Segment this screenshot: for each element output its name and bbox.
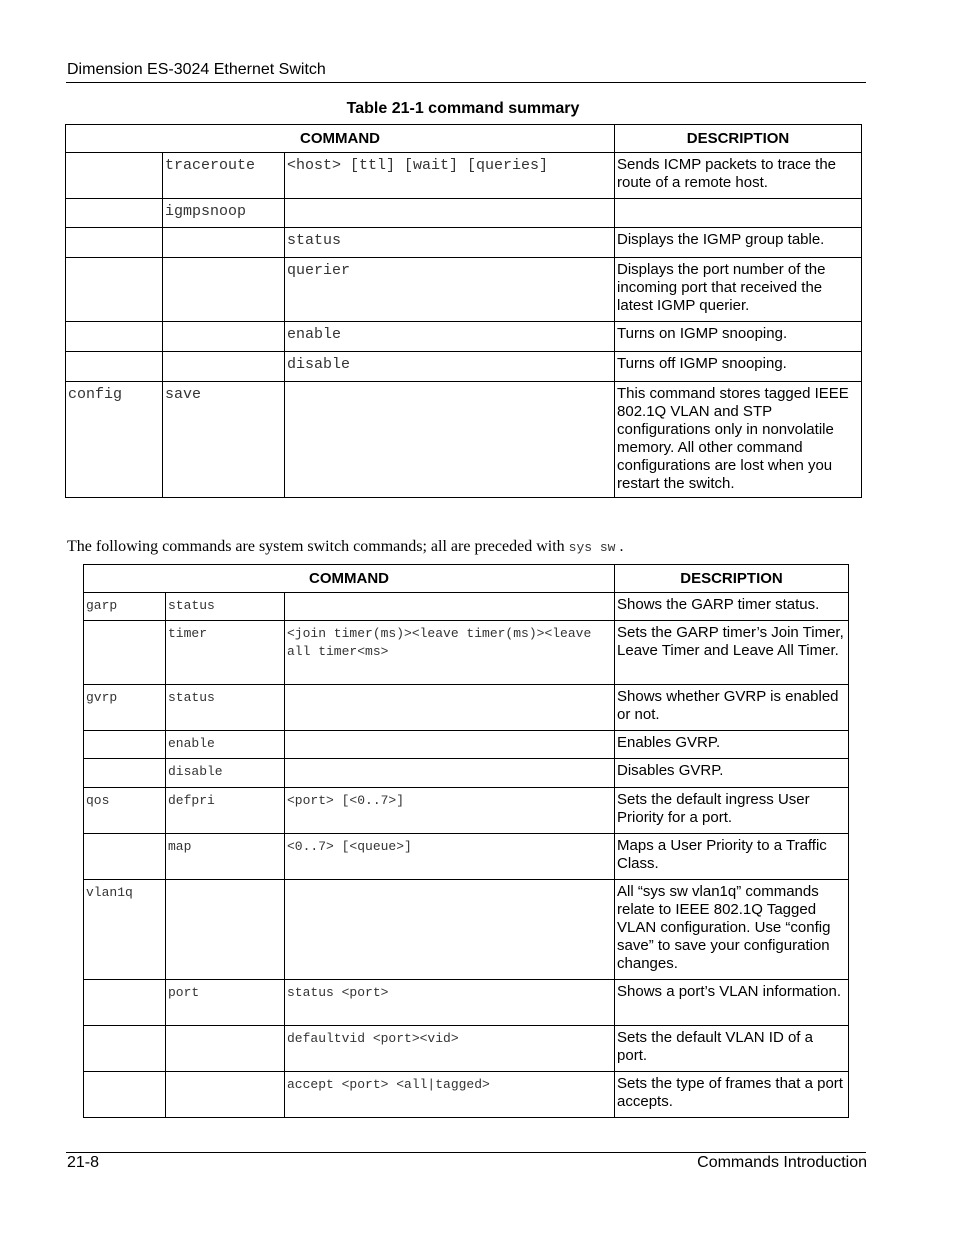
subcommand-cell — [163, 228, 285, 258]
description-column-header: DESCRIPTION — [615, 565, 849, 593]
description-cell: This command stores tagged IEEE 802.1Q VLAN and STP configurations only in nonvolatile memory. All other command configurations are lost when you restart the switch. — [615, 382, 862, 498]
subcommand-cell: map — [166, 834, 285, 880]
command-cell — [84, 621, 166, 685]
argument-cell: accept <port> <all|tagged> — [285, 1072, 615, 1118]
table-row — [84, 1072, 849, 1118]
table-row — [84, 1026, 849, 1072]
argument-cell: <join timer(ms)><leave timer(ms)><leave all timer<ms> — [285, 621, 615, 685]
table-row — [84, 621, 849, 685]
subcommand-cell: status — [166, 685, 285, 731]
subcommand-cell — [166, 1026, 285, 1072]
command-cell — [66, 153, 163, 199]
subcommand-cell: defpri — [166, 788, 285, 834]
argument-cell — [285, 731, 615, 759]
argument-cell — [285, 759, 615, 788]
system-switch-command-table — [83, 564, 849, 1118]
command-cell: gvrp — [84, 685, 166, 731]
table-row — [66, 153, 862, 199]
argument-cell — [285, 880, 615, 980]
command-cell — [66, 352, 163, 382]
command-cell — [66, 258, 163, 322]
subcommand-cell — [163, 258, 285, 322]
running-header: Dimension ES-3024 Ethernet Switch — [67, 61, 326, 78]
intro-text-end: . — [615, 538, 624, 555]
subcommand-cell — [166, 1072, 285, 1118]
table-row — [84, 685, 849, 731]
description-cell: Sends ICMP packets to trace the route of a remote host. — [615, 153, 862, 199]
subcommand-cell: timer — [166, 621, 285, 685]
footer-rule — [66, 1152, 866, 1153]
subcommand-cell: port — [166, 980, 285, 1026]
argument-cell — [285, 685, 615, 731]
subcommand-cell: enable — [166, 731, 285, 759]
command-cell: config — [66, 382, 163, 498]
description-cell: Disables GVRP. — [615, 759, 849, 788]
subcommand-cell: disable — [166, 759, 285, 788]
description-cell: Sets the GARP timer’s Join Timer, Leave Timer and Leave All Timer. — [615, 621, 849, 685]
command-cell — [84, 1026, 166, 1072]
command-column-header: COMMAND — [84, 565, 615, 593]
description-cell: Displays the port number of the incoming port that received the latest IGMP querier. — [615, 258, 862, 322]
page-number: 21-8 — [67, 1154, 100, 1171]
command-cell: garp — [84, 593, 166, 621]
subcommand-cell: status — [166, 593, 285, 621]
intro-text: The following commands are system switch commands; all are preceded with — [67, 538, 569, 555]
subcommand-cell — [163, 322, 285, 352]
argument-cell — [285, 593, 615, 621]
table-row — [66, 322, 862, 352]
description-cell: Enables GVRP. — [615, 731, 849, 759]
description-cell: Displays the IGMP group table. — [615, 228, 862, 258]
table-row — [66, 382, 862, 498]
table-caption: Table 21-1 command summary — [346, 100, 580, 117]
description-cell: Turns off IGMP snooping. — [615, 352, 862, 382]
subcommand-cell: save — [163, 382, 285, 498]
description-cell: Sets the default VLAN ID of a port. — [615, 1026, 849, 1072]
argument-cell: <0..7> [<queue>] — [285, 834, 615, 880]
argument-cell: status — [285, 228, 615, 258]
table-header-row — [66, 125, 862, 153]
argument-cell: <host> [ttl] [wait] [queries] — [285, 153, 615, 199]
description-cell: Shows whether GVRP is enabled or not. — [615, 685, 849, 731]
intro-code: sys sw — [568, 540, 616, 555]
subcommand-cell: igmpsnoop — [163, 199, 285, 228]
argument-cell: <port> [<0..7>] — [285, 788, 615, 834]
argument-cell: status <port> — [285, 980, 615, 1026]
command-cell — [66, 199, 163, 228]
argument-cell — [285, 382, 615, 498]
description-cell: Shows the GARP timer status. — [615, 593, 849, 621]
table-row — [66, 352, 862, 382]
table-row — [84, 980, 849, 1026]
subcommand-cell — [166, 880, 285, 980]
command-cell — [84, 980, 166, 1026]
command-cell — [84, 834, 166, 880]
command-cell: qos — [84, 788, 166, 834]
argument-cell: defaultvid <port><vid> — [285, 1026, 615, 1072]
subcommand-cell — [163, 352, 285, 382]
subcommand-cell: traceroute — [163, 153, 285, 199]
description-cell: Shows a port’s VLAN information. — [615, 980, 849, 1026]
description-cell — [615, 199, 862, 228]
description-cell: Sets the type of frames that a port accepts. — [615, 1072, 849, 1118]
description-cell: All “sys sw vlan1q” commands relate to IEEE 802.1Q Tagged VLAN configuration. Use “config save” to save your configuration changes. — [615, 880, 849, 980]
description-cell: Maps a User Priority to a Traffic Class. — [615, 834, 849, 880]
command-cell — [84, 759, 166, 788]
argument-cell: disable — [285, 352, 615, 382]
table-row — [84, 880, 849, 980]
table-row — [84, 759, 849, 788]
command-cell — [66, 228, 163, 258]
argument-cell — [285, 199, 615, 228]
command-summary-table — [65, 124, 862, 498]
footer-section-title: Commands Introduction — [697, 1154, 867, 1171]
command-cell — [84, 1072, 166, 1118]
table-row — [66, 228, 862, 258]
table-header-row — [84, 565, 849, 593]
header-rule — [66, 82, 866, 83]
description-cell: Sets the default ingress User Priority for a port. — [615, 788, 849, 834]
description-column-header: DESCRIPTION — [615, 125, 862, 153]
table-row — [84, 731, 849, 759]
table-row — [66, 199, 862, 228]
table-row — [84, 593, 849, 621]
command-column-header: COMMAND — [66, 125, 615, 153]
argument-cell: querier — [285, 258, 615, 322]
command-cell: vlan1q — [84, 880, 166, 980]
command-cell — [84, 731, 166, 759]
table-row — [66, 258, 862, 322]
table-row — [84, 788, 849, 834]
intro-sentence — [67, 538, 623, 556]
argument-cell: enable — [285, 322, 615, 352]
description-cell: Turns on IGMP snooping. — [615, 322, 862, 352]
table-row — [84, 834, 849, 880]
command-cell — [66, 322, 163, 352]
